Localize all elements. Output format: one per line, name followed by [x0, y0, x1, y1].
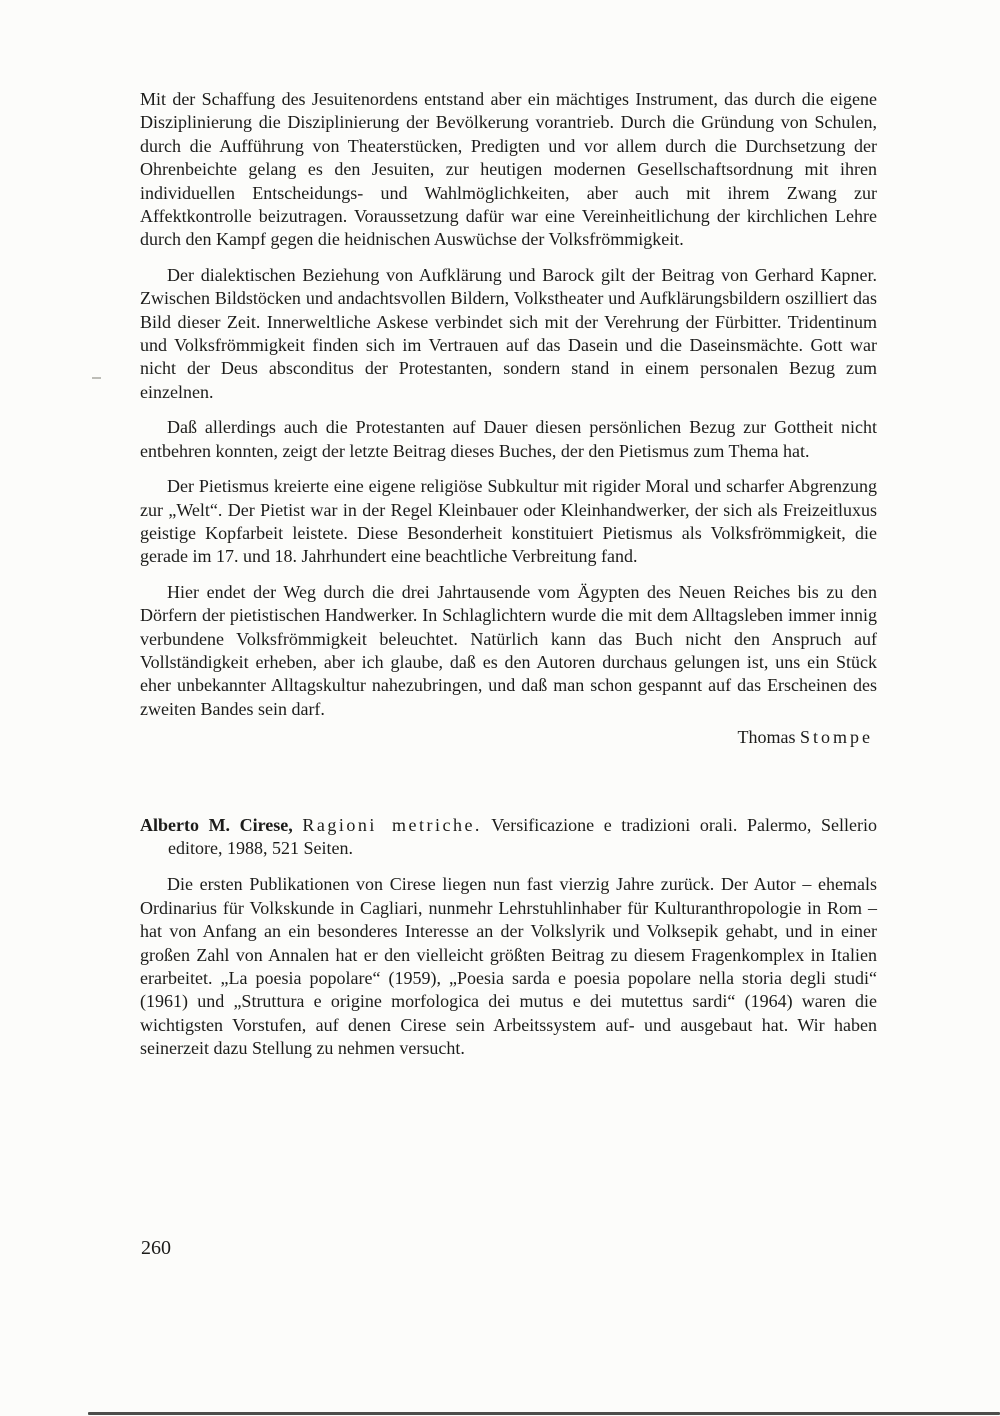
- review-author: Alberto M. Cirese,: [140, 814, 293, 835]
- review-title: Ragioni metriche.: [302, 814, 482, 835]
- body-paragraph-4: Der Pietismus kreierte eine eigene religiöse Subkultur mit rigider Moral und scharfer Abgrenzung zur „Welt“. Der Pietist war in der Regel Kleinbauer oder Kleinhandwerker, der sich als Freizeitluxus geistige Kopfarbeit leistete. Diese Besonderheit konstituiert Pietismus als Volksfrömmigkeit, die gerade im 17. und 18. Jahrhundert eine beachtliche Verbreitung fand.: [140, 476, 877, 567]
- body-paragraph-1: Mit der Schaffung des Jesuitenordens entstand aber ein mächtiges Instrument, das durch die eigene Disziplinierung die Disziplinierung der Bevölkerung vorantrieb. Durch die Gründung von Schulen, durch die Aufführung von Theaterstücken, Predigten und vor allem durch die Durchsetzung der Ohrenbeichte gelang es den Jesuiten, zur heutigen modernen Gesellschaftsordnung mit ihren individuellen Entscheidungs- und Wahlmöglichkeiten, aber auch mit ihrem Zwang zur Affektkontrolle beizutragen. Voraussetzung dafür war eine Vereinheitlichung der kirchlichen Lehre durch den Kampf gegen die heidnischen Auswüchse der Volksfrömmigkeit.: [140, 89, 877, 250]
- signature-family-name: Stompe: [799, 727, 873, 748]
- page-number: 260: [141, 1237, 171, 1259]
- body-paragraph-3: Daß allerdings auch die Protestanten auf Dauer diesen persönlichen Bezug zur Gottheit nicht entbehren konnten, zeigt der letzte Beitrag dieses Buches, der den Pietismus zum Thema hat.: [140, 417, 877, 461]
- body-paragraph-5: Hier endet der Weg durch die drei Jahrtausende vom Ägypten des Neuen Reiches bis zu den Dörfern der pietistischen Handwerker. In Schlaglichtern wurde die mit dem Alltagsleben immer innig verbundene Volksfrömmigkeit beleuchtet. Natürlich kann das Buch nicht den Anspruch auf Vollständigkeit erheben, aber ich glaube, daß es den Autoren durchaus gelungen ist, uns ein Stück eher unbekannter Alltagskultur nahezubringen, und daß man schon gespannt auf das Erscheinen des zweiten Bandes sein darf.: [140, 581, 877, 719]
- review-body-paragraph: Die ersten Publikationen von Cirese liegen nun fast vierzig Jahre zurück. Der Autor – ehemals Ordinarius für Volkskunde in Cagliari, nunmehr Lehrstuhlinhaber für Kulturanthropologie in Rom – hat von Anfang an ein besonderes Interesse an der Volkslyrik und Volksepik gehabt, und in einer großen Zahl von Annalen hat er den vielleicht größten Beitrag zu diesem Fragenkomplex in Italien erarbeitet. „La poesia popolare“ (1959), „Poesia sarda e poesia popolare nella storia degli studi“ (1961) und „Struttura e origine morfologica dei mutus e dei mutettus sardi“ (1964) waren die wichtigsten Vorstufen, auf denen Cirese sein Arbeitssystem auf- und ausgebaut hat. Wir haben seinerzeit dazu Stellung zu nehmen versucht.: [140, 874, 877, 1059]
- scan-bottom-edge: [88, 1412, 1000, 1415]
- review-bibliographic-info: Versificazione e tradizioni orali. Palermo, Sellerio editore, 1988, 521 Seiten.: [168, 814, 877, 858]
- review-heading: [140, 814, 877, 861]
- review-signature: [140, 726, 877, 749]
- body-paragraph-2: Der dialektischen Beziehung von Aufklärung und Barock gilt der Beitrag von Gerhard Kapner. Zwischen Bildstöcken und andachtsvollen Bildern, Volkstheater und Aufklärungsbildern oszilliert das Bild dieser Zeit. Innerweltliche Askese verbindet sich mit der Verehrung der Fürbitter. Tridentinum und Volksfrömmigkeit finden sich im Vertrauen auf das Dasein und die Daseinsmächte. Gott war nicht der Deus absconditus der Protestanten, sondern stand in einem personalen Bezug zum einzelnen.: [140, 264, 877, 402]
- text-block: [140, 88, 877, 1061]
- scan-margin-artifact: [92, 377, 101, 379]
- signature-given-name: Thomas: [737, 727, 796, 748]
